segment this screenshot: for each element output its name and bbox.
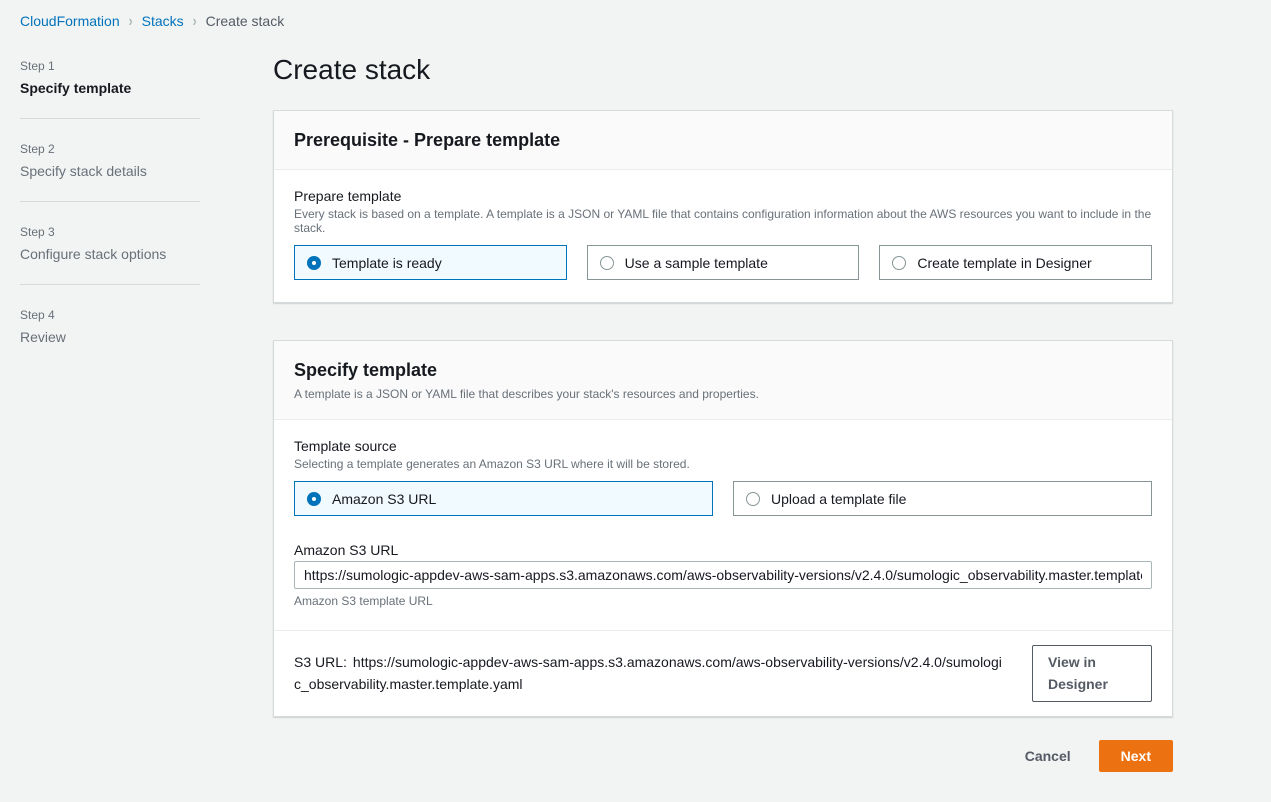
prepare-template-description: Every stack is based on a template. A template is a JSON or YAML file that contains configuration information about the AWS resources you want to include in the stack.: [294, 207, 1152, 235]
prepare-template-label: Prepare template: [294, 188, 402, 204]
option-label: Upload a template file: [771, 490, 907, 507]
step-number-label: Step 1: [20, 59, 55, 73]
radio-unselected-icon: [600, 256, 614, 270]
prepare-template-field: [294, 188, 1152, 280]
prerequisite-card-title: Prerequisite - Prepare template: [294, 130, 561, 150]
amazon-s3-url-input[interactable]: [294, 561, 1152, 589]
radio-unselected-icon: [746, 492, 760, 506]
option-label: Use a sample template: [624, 254, 768, 271]
s3-url-summary-value: https://sumologic-appdev-aws-sam-apps.s3.amazonaws.com/aws-observability-versions/v2.4.0/sumologic_observability.master.template.yaml: [294, 654, 1002, 692]
template-source-options: [294, 481, 1152, 516]
chevron-right-icon: ›: [128, 11, 133, 31]
sidebar-step-4: [20, 298, 200, 345]
amazon-s3-url-field: [294, 542, 1152, 608]
divider: [20, 201, 200, 202]
breadcrumb: [0, 0, 1271, 29]
wizard-steps-sidebar: [20, 49, 200, 802]
option-template-is-ready[interactable]: [294, 245, 567, 280]
step-title: Configure stack options: [20, 246, 167, 262]
main-content: [273, 49, 1173, 802]
specify-template-card: [273, 340, 1173, 717]
prepare-template-options: [294, 245, 1152, 280]
template-source-label: Template source: [294, 438, 397, 454]
divider: [20, 118, 200, 119]
amazon-s3-url-label: Amazon S3 URL: [294, 542, 399, 558]
option-create-template-in-designer[interactable]: [879, 245, 1152, 280]
sidebar-step-1: [20, 49, 200, 96]
step-title: Specify stack details: [20, 163, 147, 179]
step-number-label: Step 2: [20, 142, 55, 156]
specify-template-card-header: [274, 341, 1172, 420]
cancel-button[interactable]: Cancel: [1024, 748, 1071, 765]
amazon-s3-url-helper: Amazon S3 template URL: [294, 594, 433, 608]
step-title: Review: [20, 329, 66, 345]
option-label: Template is ready: [332, 254, 442, 271]
chevron-right-icon: ›: [192, 11, 197, 31]
breadcrumb-create-stack: Create stack: [205, 13, 285, 29]
radio-selected-icon: [307, 492, 321, 506]
breadcrumb-stacks[interactable]: Stacks: [141, 13, 184, 29]
step-title: Specify template: [20, 80, 132, 96]
specify-template-card-description: A template is a JSON or YAML file that describes your stack's resources and properties.: [294, 387, 759, 401]
s3-url-summary: [294, 652, 1006, 695]
option-use-sample-template[interactable]: [587, 245, 860, 280]
radio-unselected-icon: [892, 256, 906, 270]
page-layout: [0, 49, 1271, 802]
spacer: [273, 303, 1173, 340]
s3-url-summary-label: S3 URL:: [294, 654, 347, 670]
option-upload-template-file[interactable]: [733, 481, 1152, 516]
wizard-actions: [273, 740, 1173, 802]
divider: [20, 284, 200, 285]
page-title: Create stack: [273, 54, 431, 85]
sidebar-step-2: [20, 132, 200, 179]
step-number-label: Step 4: [20, 308, 55, 322]
specify-template-card-title: Specify template: [294, 360, 438, 380]
radio-selected-icon: [307, 256, 321, 270]
prerequisite-card: [273, 110, 1173, 303]
step-number-label: Step 3: [20, 225, 55, 239]
option-label: Amazon S3 URL: [332, 490, 437, 507]
prerequisite-card-header: [274, 111, 1172, 170]
specify-template-card-body: [274, 420, 1172, 630]
option-label: Create template in Designer: [917, 254, 1092, 271]
template-source-field: [294, 438, 1152, 516]
option-amazon-s3-url[interactable]: [294, 481, 713, 516]
s3-url-summary-footer: [274, 630, 1172, 716]
prerequisite-card-body: [274, 170, 1172, 302]
next-button[interactable]: Next: [1099, 740, 1173, 772]
sidebar-step-3: [20, 215, 200, 262]
breadcrumb-cloudformation[interactable]: CloudFormation: [20, 13, 120, 29]
view-in-designer-button[interactable]: View in Designer: [1032, 645, 1152, 702]
template-source-description: Selecting a template generates an Amazon S3 URL where it will be stored.: [294, 457, 690, 471]
